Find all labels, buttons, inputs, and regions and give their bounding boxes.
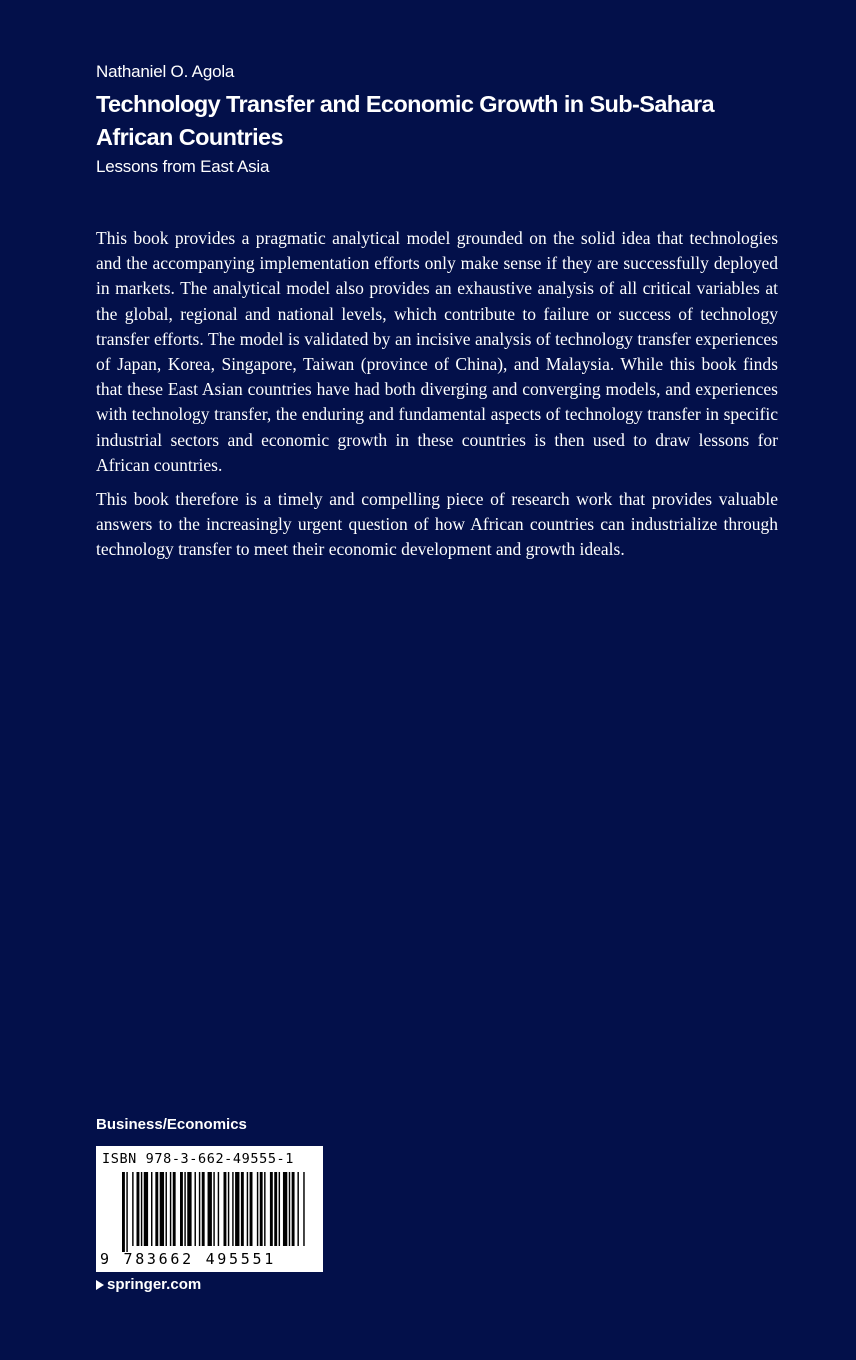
barcode-bar [180, 1172, 183, 1246]
barcode-bar [270, 1172, 273, 1246]
barcode-bar [250, 1172, 253, 1246]
barcode-bar [297, 1172, 298, 1246]
barcode-bar [292, 1172, 295, 1246]
barcode-bar [213, 1172, 214, 1246]
barcode-bar [202, 1172, 205, 1246]
book-title: Technology Transfer and Economic Growth in Sub-Sahara African Countries [96, 91, 715, 150]
publisher-link[interactable] [96, 1276, 201, 1293]
barcode-bar [228, 1172, 229, 1246]
barcode-digits: 9 783662 495551 [100, 1250, 276, 1268]
barcode-box [96, 1146, 323, 1272]
barcode-bar [279, 1172, 280, 1246]
barcode-bar [232, 1172, 233, 1246]
barcode-bar [208, 1172, 212, 1246]
barcode-bar [126, 1172, 127, 1252]
barcode-bar [137, 1172, 140, 1246]
blurb-paragraph: This book provides a pragmatic analytical model grounded on the solid idea that technologies and the accompanying implementation efforts only make sense if they are successfully deployed in markets. The analytical model also provides an exhaustive analysis of all critical variables at the global, regional and national levels, which contribute to failure or success of technology transfer efforts. The model is validated by an incisive analysis of technology transfer experiences of Japan, Korea, Singapore, Taiwan (province of China), and Malaysia. While this book finds that these East Asian countries have had both diverging and converging models, and experiences with technology transfer, the enduring and fundamental aspects of technology transfer in specific industrial sectors and economic growth in these countries is then used to draw lessons for African countries. [96, 228, 778, 475]
barcode-bar [184, 1172, 185, 1246]
barcode-bar [122, 1172, 125, 1252]
barcode-bar [224, 1172, 227, 1246]
blurb [96, 226, 778, 572]
barcode-bar [155, 1172, 158, 1246]
barcode-bar [257, 1172, 258, 1246]
blurb-paragraph: This book therefore is a timely and compelling piece of research work that provides valuable answers to the increasingly urgent question of how African countries can industrialize through technology transfer to meet their economic development and growth ideals. [96, 489, 778, 560]
barcode-bar [289, 1172, 290, 1246]
barcode-bar [170, 1172, 171, 1246]
barcode-bar [166, 1172, 167, 1246]
barcode-bar [303, 1172, 304, 1246]
barcode-bar [199, 1172, 200, 1246]
barcode-bar [187, 1172, 191, 1246]
barcode-bar [151, 1172, 152, 1246]
barcode-bar [132, 1172, 133, 1246]
barcode-bar [241, 1172, 244, 1246]
category-label: Business/Economics [96, 1116, 247, 1133]
barcode-bar [195, 1172, 196, 1246]
barcode-bar [274, 1172, 277, 1246]
barcode-bar [247, 1172, 248, 1246]
barcode-bar [218, 1172, 219, 1246]
barcode-bar [160, 1172, 164, 1246]
barcode-bar [283, 1172, 287, 1246]
barcode-bar [173, 1172, 176, 1246]
isbn-label: ISBN 978-3-662-49555-1 [102, 1151, 295, 1167]
arrow-icon [96, 1280, 104, 1290]
author-name: Nathaniel O. Agola [96, 62, 235, 81]
book-subtitle: Lessons from East Asia [96, 157, 270, 176]
barcode-bar [264, 1172, 265, 1246]
barcode-bar [260, 1172, 263, 1246]
barcode-bar [235, 1172, 239, 1246]
publisher-url: springer.com [107, 1276, 202, 1293]
barcode-bar [144, 1172, 148, 1246]
barcode-bar [141, 1172, 142, 1246]
